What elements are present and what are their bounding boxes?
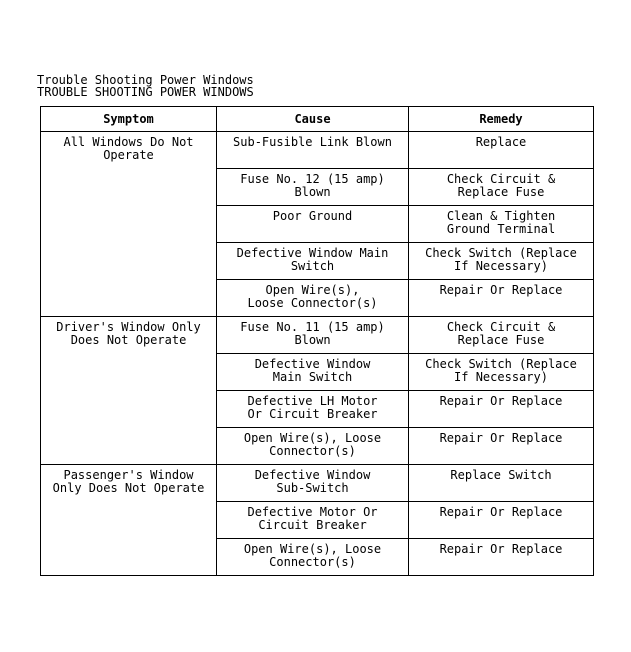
table-header-row (41, 107, 594, 132)
table-row (41, 465, 594, 502)
table-row (41, 317, 594, 354)
table-body (41, 132, 594, 576)
cause-cell: Open Wire(s), Loose Connector(s) (217, 539, 409, 576)
remedy-cell: Replace Switch (409, 465, 594, 502)
header-cause: Cause (217, 107, 409, 132)
cause-cell: Fuse No. 11 (15 amp) Blown (217, 317, 409, 354)
remedy-cell: Replace (409, 132, 594, 169)
cause-cell: Open Wire(s), Loose Connector(s) (217, 428, 409, 465)
symptom-cell: Passenger's Window Only Does Not Operate (41, 465, 217, 576)
remedy-cell: Check Circuit & Replace Fuse (409, 317, 594, 354)
troubleshooting-table (40, 106, 594, 576)
remedy-cell: Repair Or Replace (409, 391, 594, 428)
remedy-cell: Repair Or Replace (409, 539, 594, 576)
remedy-cell: Check Switch (Replace If Necessary) (409, 354, 594, 391)
remedy-cell: Check Circuit & Replace Fuse (409, 169, 594, 206)
remedy-cell: Repair Or Replace (409, 428, 594, 465)
document-title-uppercase: TROUBLE SHOOTING POWER WINDOWS (37, 85, 254, 99)
header-remedy: Remedy (409, 107, 594, 132)
symptom-cell: Driver's Window Only Does Not Operate (41, 317, 217, 465)
document-title: Trouble Shooting Power Windows (37, 73, 254, 87)
cause-cell: Sub-Fusible Link Blown (217, 132, 409, 169)
remedy-cell: Repair Or Replace (409, 502, 594, 539)
document-title-block (37, 74, 254, 98)
cause-cell: Defective Window Sub-Switch (217, 465, 409, 502)
cause-cell: Poor Ground (217, 206, 409, 243)
cause-cell: Defective Window Main Switch (217, 354, 409, 391)
symptom-cell: All Windows Do Not Operate (41, 132, 217, 317)
remedy-cell: Check Switch (Replace If Necessary) (409, 243, 594, 280)
remedy-cell: Repair Or Replace (409, 280, 594, 317)
cause-cell: Defective LH Motor Or Circuit Breaker (217, 391, 409, 428)
cause-cell: Open Wire(s), Loose Connector(s) (217, 280, 409, 317)
cause-cell: Defective Motor Or Circuit Breaker (217, 502, 409, 539)
table-row (41, 132, 594, 169)
cause-cell: Defective Window Main Switch (217, 243, 409, 280)
header-symptom: Symptom (41, 107, 217, 132)
remedy-cell: Clean & Tighten Ground Terminal (409, 206, 594, 243)
cause-cell: Fuse No. 12 (15 amp) Blown (217, 169, 409, 206)
